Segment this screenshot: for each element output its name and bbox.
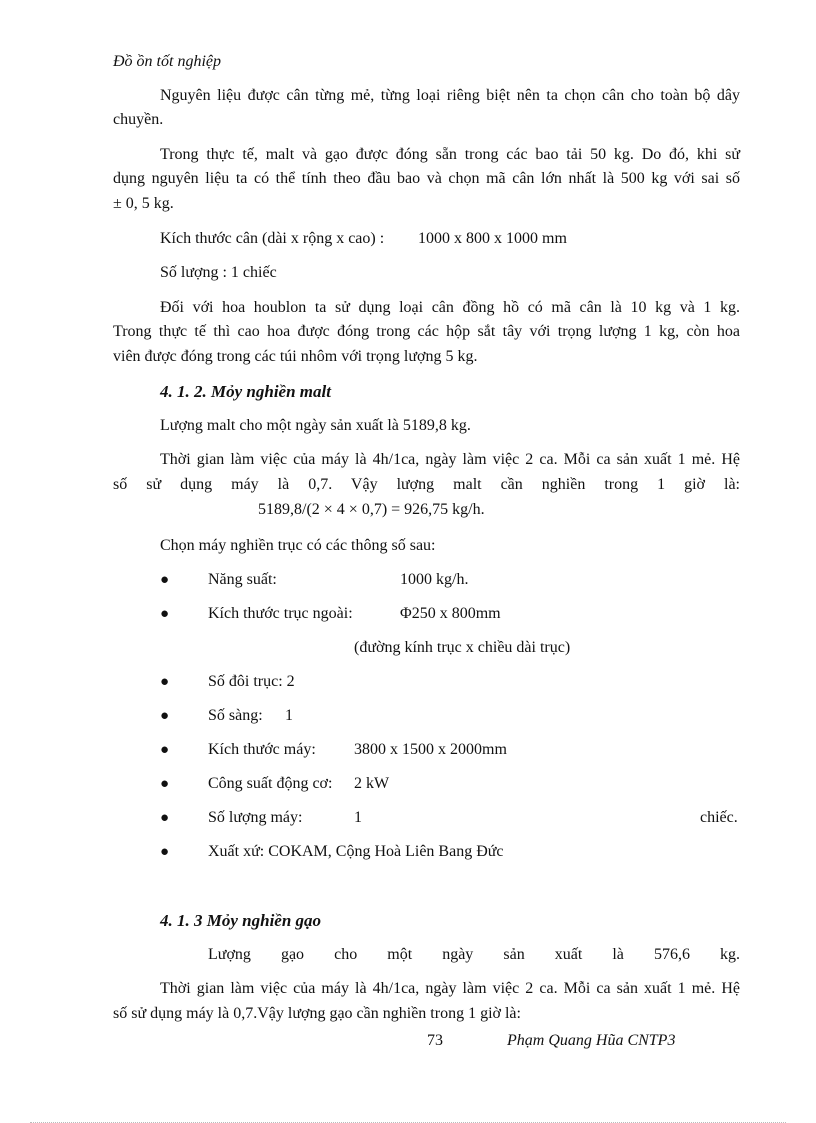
page-number: 73	[427, 1032, 443, 1049]
bullet-icon: ●	[160, 776, 170, 792]
spec-label: Năng suất:	[208, 571, 277, 588]
paragraph-line: chuyền.	[113, 111, 164, 128]
spec-label: Công suất động cơ:	[208, 775, 333, 792]
spec-tail: chiếc.	[700, 809, 738, 826]
spec-value: 1	[354, 809, 362, 826]
spec-value: Φ250 x 800mm	[400, 605, 501, 622]
bullet-icon: ●	[160, 606, 170, 622]
spec-label: Kích thước trục ngoài:	[208, 605, 353, 622]
spec-value: 2 kW	[354, 775, 390, 792]
spec-value: 1000 kg/h.	[400, 571, 469, 588]
paragraph-line: Nguyên liệu được cân từng mẻ, từng loại riêng biệt nên ta chọn cân cho toàn bộ dây	[160, 87, 740, 104]
paragraph-line: ± 0, 5 kg.	[113, 195, 174, 212]
paragraph-line: Trong thực tế, malt và gạo được đóng sẵn trong các bao tải 50 kg. Do đó, khi sử	[160, 146, 740, 163]
footer-author: Phạm Quang Hũa CNTP3	[507, 1032, 676, 1049]
paragraph-line: số sử dụng máy là 0,7.Vậy lượng gạo cần nghiền trong 1 giờ là:	[113, 1005, 521, 1022]
malt-daily-amount: Lượng malt cho một ngày sản xuất là 5189,8 kg.	[160, 417, 471, 434]
paragraph-line: dụng nguyên liệu ta có thể tính theo đầu bao và chọn mã cân lớn nhất là 500 kg với sai số	[113, 170, 740, 187]
bullet-icon: ●	[160, 810, 170, 826]
paragraph-line: Trong thực tế thì cao hoa được đóng trong các hộp sắt tây với trọng lượng 1 kg, còn hoa	[113, 323, 740, 340]
section-heading-malt-mill: 4. 1. 2. Mỏy nghiền malt	[160, 382, 331, 401]
paragraph-line: viên được đóng trong các túi nhôm với trọng lượng 5 kg.	[113, 348, 478, 365]
spec-label: Xuất xứ: COKAM, Cộng Hoà Liên Bang Đức	[208, 843, 504, 860]
malt-mill-intro: Chọn máy nghiền trục có các thông số sau:	[160, 537, 436, 554]
scale-size-label: Kích thước cân (dài x rộng x cao) :	[160, 230, 385, 247]
paragraph-line: Thời gian làm việc của máy là 4h/1ca, ngày làm việc 2 ca. Mỗi ca sản xuất 1 mẻ. Hệ	[160, 451, 740, 468]
spec-label: Số sàng:	[208, 707, 263, 724]
paragraph-line: Thời gian làm việc của máy là 4h/1ca, ngày làm việc 2 ca. Mỗi ca sản xuất 1 mẻ. Hệ	[160, 980, 740, 997]
bullet-icon: ●	[160, 742, 170, 758]
page-header-title: Đồ ồn tốt nghiệp	[113, 53, 221, 70]
paragraph-line: Lượng gạo cho một ngày sản xuất là 576,6 kg.	[208, 946, 740, 963]
spec-label: Kích thước máy:	[208, 741, 316, 758]
spec-value: 1	[285, 707, 293, 724]
bullet-icon: ●	[160, 708, 170, 724]
bullet-icon: ●	[160, 674, 170, 690]
bullet-icon: ●	[160, 572, 170, 588]
spec-value: 3800 x 1500 x 2000mm	[354, 741, 507, 758]
paragraph-line: số sử dụng máy là 0,7. Vậy lượng malt cần nghiền trong 1 giờ là:	[113, 476, 740, 493]
scale-quantity: Số lượng : 1 chiếc	[160, 264, 277, 281]
spec-label: Số lượng máy:	[208, 809, 303, 826]
paragraph-line: Đối với hoa houblon ta sử dụng loại cân đồng hồ có mã cân là 10 kg và 1 kg.	[160, 299, 740, 316]
spec-label: Số đôi trục: 2	[208, 673, 295, 690]
malt-formula: 5189,8/(2 × 4 × 0,7) = 926,75 kg/h.	[258, 501, 485, 518]
bullet-icon: ●	[160, 844, 170, 860]
spec-note: (đường kính trục x chiều dài trục)	[354, 639, 571, 656]
section-heading-rice-mill: 4. 1. 3 Mỏy nghiền gạo	[160, 911, 322, 930]
scale-size-value: 1000 x 800 x 1000 mm	[418, 230, 567, 247]
